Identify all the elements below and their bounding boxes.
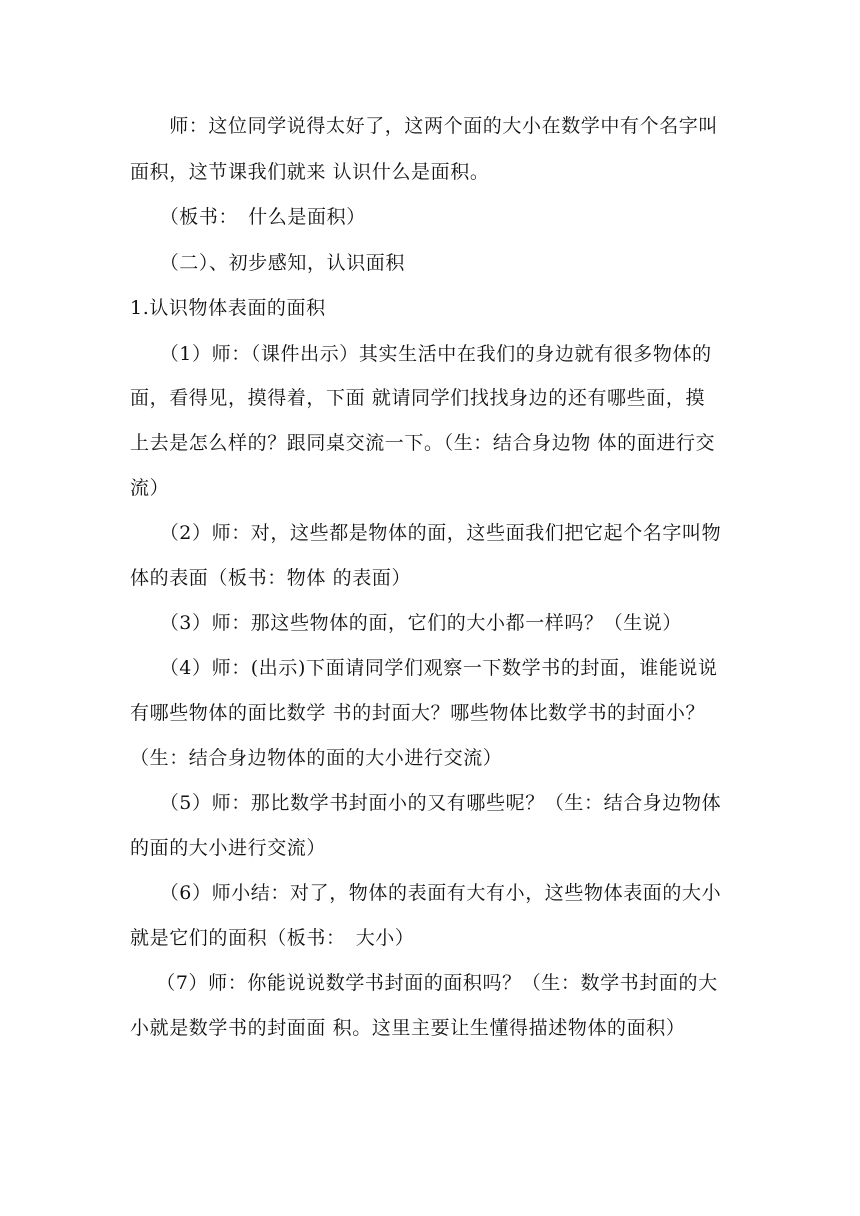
text-line: （3）师：那这些物体的面，它们的大小都一样吗？（生说） (130, 612, 682, 634)
section-heading: （二）、初步感知，认识面积 (130, 252, 406, 274)
text-line: 就是它们的面积（板书： 大小） (130, 927, 415, 949)
text-line: 师：这位同学说得太好了，这两个面的大小在数学中有个名字叫 (130, 115, 719, 137)
text-line: 体的表面（板书：物体 的表面） (130, 567, 412, 589)
text-line: （7）师：你能说说数学书封面的面积吗？（生：数学书封面的大 (130, 972, 718, 994)
text-line: （2）师：对，这些都是物体的面，这些面我们把它起个名字叫物 (130, 522, 722, 544)
text-line: （生：结合身边物体的面的大小进行交流） (130, 747, 503, 769)
text-line: 上去是怎么样的？跟同桌交流一下。（生：结合身边物 体的面进行交 (130, 432, 716, 454)
text-line: 面积，这节课我们就来 认识什么是面积。 (130, 161, 490, 183)
text-line: （5）师：那比数学书封面小的又有哪些呢？（生：结合身边物体 (130, 792, 722, 814)
text-line: （板书： 什么是面积） (130, 206, 366, 228)
text-line: 面，看得见，摸得着，下面 就请同学们找找身边的还有哪些面，摸 (130, 387, 706, 409)
text-line: 流） (130, 477, 170, 499)
text-line: 的面的大小进行交流） (130, 837, 327, 859)
text-line: （1）师：（课件出示）其实生活中在我们的身边就有很多物体的 (130, 343, 712, 365)
text-line: 有哪些物体的面比数学 书的封面大？哪些物体比数学书的封面小？ (130, 702, 706, 724)
text-line: 小就是数学书的封面面 积。这里主要让生懂得描述物体的面积） (130, 1017, 686, 1039)
text-line: （4）师：(出示)下面请同学们观察一下数学书的封面，谁能说说 (130, 657, 718, 679)
subsection-heading: 1.认识物体表面的面积 (130, 297, 326, 319)
text-line: （6）师小结：对了，物体的表面有大有小，这些物体表面的大小 (130, 882, 722, 904)
